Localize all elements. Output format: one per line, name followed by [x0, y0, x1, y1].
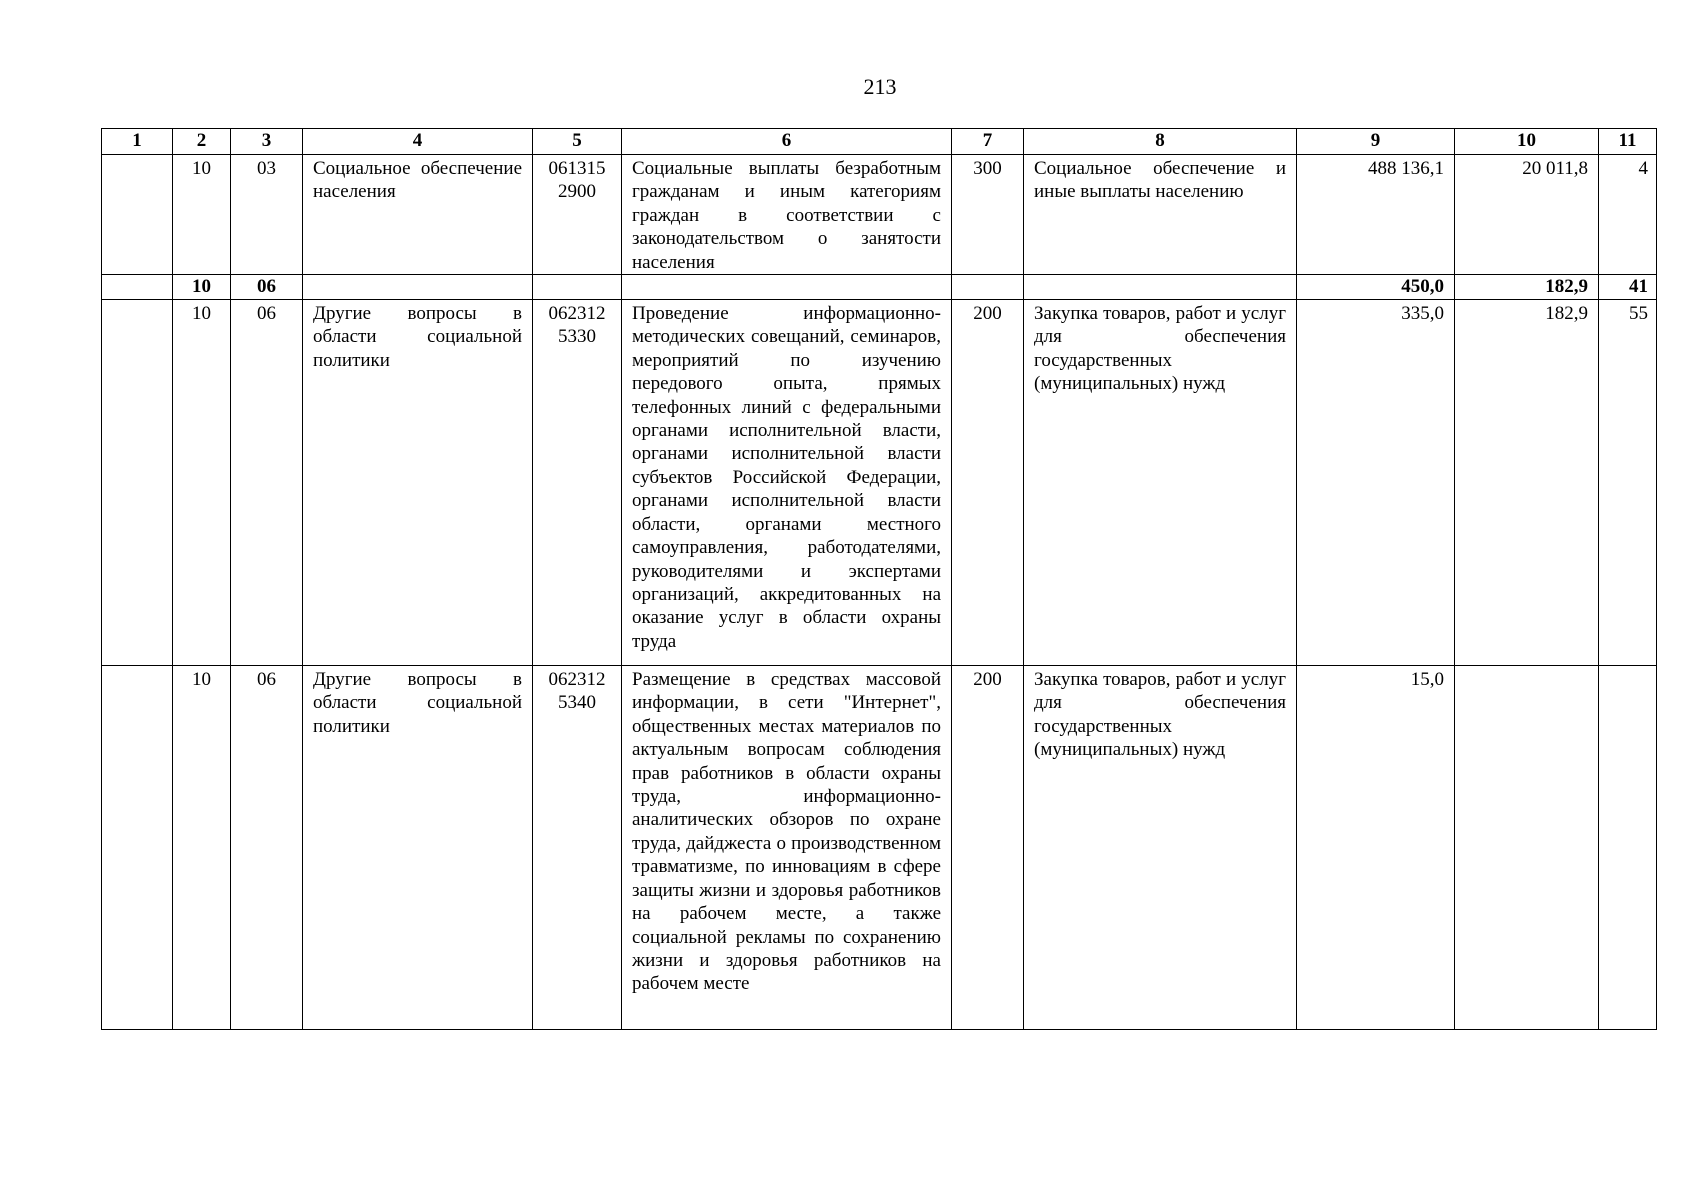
cell-col-1 — [102, 300, 173, 666]
cell-planned-amount: 335,0 — [1297, 300, 1455, 666]
header-col-4: 4 — [303, 129, 533, 155]
cell-section: 10 — [173, 275, 231, 300]
cell-section-name: Другие вопросы в области социальной политики — [303, 300, 533, 666]
cell-description: Проведение информационно-методических совещаний, семинаров, мероприятий по изучению передового опыта, прямых телефонных линий с федеральными органами исполнительной власти, органами исполнительной власти субъектов Российской Федерации, органами исполнительной власти области, органами местного самоуправления, работодателями, руководителями и экспертами организаций, аккредитованных на оказание услуг в области охраны труда — [622, 300, 952, 666]
header-col-7: 7 — [952, 129, 1024, 155]
cell-description — [622, 275, 952, 300]
cell-executed-amount — [1455, 666, 1599, 1030]
cell-expense-type: 300 — [952, 155, 1024, 275]
cell-description: Социальные выплаты безработным гражданам и иным категориям граждан в соответствии с законодательством о занятости населения — [622, 155, 952, 275]
cell-target-code: 061315 2900 — [533, 155, 622, 275]
cell-planned-amount: 450,0 — [1297, 275, 1455, 300]
header-col-3: 3 — [231, 129, 303, 155]
cell-percent — [1599, 666, 1657, 1030]
cell-planned-amount: 15,0 — [1297, 666, 1455, 1030]
cell-subsection: 06 — [231, 275, 303, 300]
cell-subsection: 06 — [231, 666, 303, 1030]
cell-section-name — [303, 275, 533, 300]
cell-percent: 4 — [1599, 155, 1657, 275]
cell-expense-name: Закупка товаров, работ и услуг для обеспечения государственных (муниципальных) нужд — [1024, 300, 1297, 666]
cell-target-code: 062312 5340 — [533, 666, 622, 1030]
cell-expense-type: 200 — [952, 300, 1024, 666]
table-row — [102, 300, 1657, 666]
cell-target-code: 062312 5330 — [533, 300, 622, 666]
cell-col-1 — [102, 275, 173, 300]
header-col-8: 8 — [1024, 129, 1297, 155]
cell-expense-name: Социальное обеспечение и иные выплаты населению — [1024, 155, 1297, 275]
cell-expense-name — [1024, 275, 1297, 300]
cell-section-name: Социальное обеспечение населения — [303, 155, 533, 275]
cell-expense-type — [952, 275, 1024, 300]
cell-section: 10 — [173, 155, 231, 275]
cell-planned-amount: 488 136,1 — [1297, 155, 1455, 275]
cell-section-name: Другие вопросы в области социальной политики — [303, 666, 533, 1030]
cell-executed-amount: 20 011,8 — [1455, 155, 1599, 275]
header-col-11: 11 — [1599, 129, 1657, 155]
budget-table — [101, 128, 1657, 1030]
cell-percent: 55 — [1599, 300, 1657, 666]
cell-percent: 41 — [1599, 275, 1657, 300]
table-row — [102, 155, 1657, 275]
cell-executed-amount: 182,9 — [1455, 300, 1599, 666]
header-col-1: 1 — [102, 129, 173, 155]
cell-expense-name: Закупка товаров, работ и услуг для обеспечения государственных (муниципальных) нужд — [1024, 666, 1297, 1030]
header-col-10: 10 — [1455, 129, 1599, 155]
cell-section: 10 — [173, 666, 231, 1030]
cell-col-1 — [102, 155, 173, 275]
cell-col-1 — [102, 666, 173, 1030]
cell-target-code — [533, 275, 622, 300]
header-col-6: 6 — [622, 129, 952, 155]
header-row — [102, 129, 1657, 155]
page-number: 213 — [863, 74, 897, 99]
cell-executed-amount: 182,9 — [1455, 275, 1599, 300]
header-col-5: 5 — [533, 129, 622, 155]
cell-subsection: 03 — [231, 155, 303, 275]
cell-description: Размещение в средствах массовой информации, в сети "Интернет", общественных местах материалов по актуальным вопросам соблюдения прав работников в области охраны труда, информационно-аналитических обзоров по охране труда, дайджеста о производственном травматизме, по инновациям в сфере защиты жизни и здоровья работников на рабочем месте, а также социальной рекламы по сохранению жизни и здоровья работников на рабочем месте — [622, 666, 952, 1030]
header-col-9: 9 — [1297, 129, 1455, 155]
cell-expense-type: 200 — [952, 666, 1024, 1030]
cell-section: 10 — [173, 300, 231, 666]
cell-subsection: 06 — [231, 300, 303, 666]
subtotal-row — [102, 275, 1657, 300]
table-row — [102, 666, 1657, 1030]
header-col-2: 2 — [173, 129, 231, 155]
